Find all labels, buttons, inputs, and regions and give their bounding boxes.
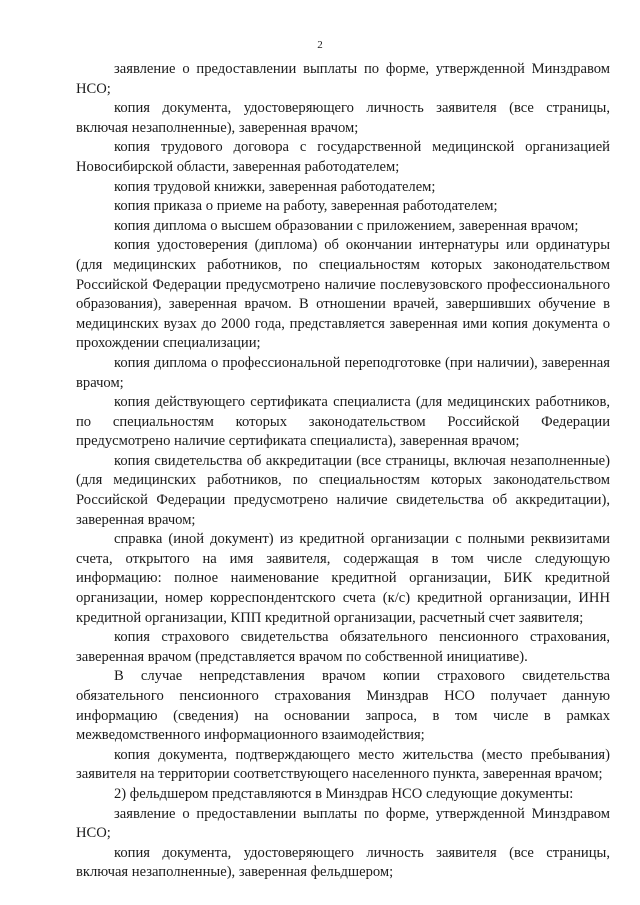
- paragraph: копия документа, подтверждающего место жительства (место пребывания) заявителя на территории соответствующего населенного пункта, заверенная врачом;: [76, 746, 610, 783]
- paragraph: копия документа, удостоверяющего личность заявителя (все страницы, включая незаполненные), заверенная фельдшером;: [76, 844, 610, 881]
- paragraph: В случае непредставления врачом копии страхового свидетельства обязательного пенсионного страхования Минздрав НСО получает данную информацию (сведения) на основании запроса, в том числе в рамках межведомственного информационного взаимодействия;: [76, 668, 610, 744]
- paragraph: копия действующего сертификата специалиста (для медицинских работников, по специальностям которых законодательством Российской Федерации предусмотрено наличие сертификата специалиста), заверенная врачом;: [76, 394, 610, 450]
- paragraph: копия диплома о профессиональной переподготовке (при наличии), заверенная врачом;: [76, 354, 610, 391]
- paragraph: копия удостоверения (диплома) об окончании интернатуры или ординатуры (для медицинских работников, по специальностям которых законодательством Российской Федерации предусмотрено наличие послевузовского профессионального образования), заверенная врачом. В отношении врачей, завершивших обучение в медицинских вузах до 2000 года, представляется заверенная ими копия документа о прохождении специализации;: [76, 237, 610, 352]
- paragraph: заявление о предоставлении выплаты по форме, утвержденной Минздравом НСО;: [76, 805, 610, 842]
- paragraph: копия трудового договора с государственной медицинской организацией Новосибирской области, заверенная работодателем;: [76, 139, 610, 175]
- paragraph: копия свидетельства об аккредитации (все страницы, включая незаполненные) (для медицинских работников, по специальностям которых законодательством Российской Федерации предусмотрено наличие свидетельства об аккредитации), заверенная врачом;: [76, 452, 610, 528]
- page-number: 2: [317, 39, 323, 51]
- paragraph: копия приказа о приеме на работу, заверенная работодателем;: [114, 198, 498, 215]
- paragraph: копия страхового свидетельства обязательного пенсионного страхования, заверенная врачом (представляется врачом по собственной инициативе).: [76, 629, 610, 665]
- paragraph: копия документа, удостоверяющего личность заявителя (все страницы, включая незаполненные), заверенная врачом;: [76, 100, 610, 136]
- document-body: [76, 60, 610, 883]
- paragraph: 2) фельдшером представляются в Минздрав НСО следующие документы:: [114, 785, 574, 802]
- paragraph: заявление о предоставлении выплаты по форме, утвержденной Минздравом НСО;: [76, 61, 610, 97]
- paragraph: справка (иной документ) из кредитной организации с полными реквизитами счета, открытого на имя заявителя, содержащая в том числе следующую информацию: полное наименование кредитной организации, БИК кредитной организации, номер корреспондентского счета (к/с) кредитной организации, ИНН кредитной организации, КПП кредитной организации, расчетный счет заявителя;: [76, 531, 610, 626]
- paragraph: копия диплома о высшем образовании с приложением, заверенная врачом;: [114, 217, 579, 234]
- paragraph: копия трудовой книжки, заверенная работодателем;: [114, 178, 436, 195]
